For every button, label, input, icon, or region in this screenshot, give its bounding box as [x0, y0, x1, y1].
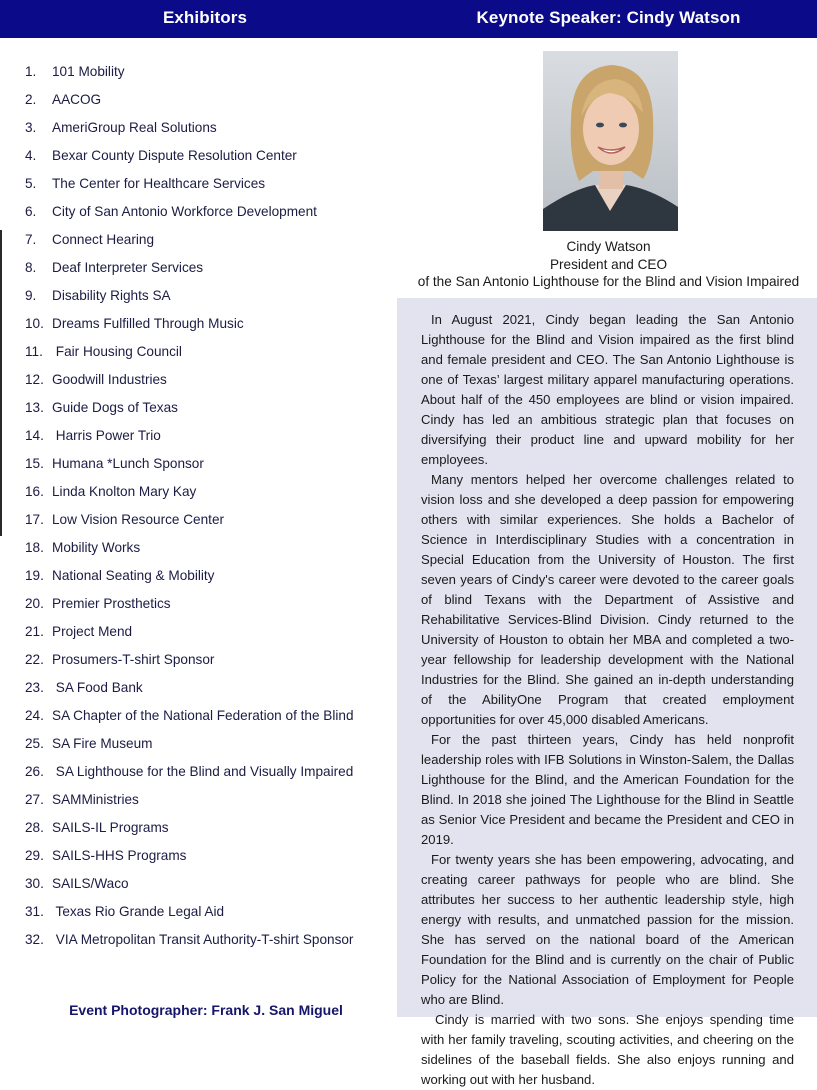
exhibitor-list	[25, 62, 354, 958]
exhibitor-name: Dreams Fulfilled Through Music	[52, 316, 244, 331]
exhibitor-number: 18.	[25, 540, 44, 555]
exhibitor-name: Goodwill Industries	[52, 372, 167, 387]
exhibitor-number: 16.	[25, 484, 44, 499]
exhibitor-name: City of San Antonio Workforce Development	[52, 204, 317, 219]
exhibitor-item	[25, 90, 354, 118]
exhibitor-item	[25, 426, 354, 454]
exhibitor-number: 12.	[25, 372, 44, 387]
exhibitor-name: Harris Power Trio	[52, 428, 161, 443]
bio-paragraph: For twenty years she has been empowering, advocating, and creating career pathways for people who are blind. She attributes her success to her authentic leadership style, high energy with results, and unmatched passion for the mission. She has served on the national board of the American Foundation for the Blind and is currently on the chair of Public Policy for the National Association of Employment for People who are Blind.	[421, 852, 794, 1007]
exhibitor-number: 30.	[25, 876, 44, 891]
exhibitor-number: 31.	[25, 904, 44, 919]
exhibitor-number: 26.	[25, 764, 44, 779]
exhibitor-name: Premier Prosthetics	[52, 596, 171, 611]
exhibitor-item	[25, 678, 354, 706]
exhibitor-item	[25, 566, 354, 594]
exhibitor-name: Deaf Interpreter Services	[52, 260, 204, 275]
exhibitor-item	[25, 622, 354, 650]
speaker-role: President and CEO	[549, 256, 668, 272]
exhibitor-item	[25, 202, 354, 230]
exhibitors-heading: Exhibitors	[162, 8, 248, 27]
exhibitor-number: 13.	[25, 400, 44, 415]
exhibitor-number: 14.	[25, 428, 44, 443]
exhibitor-number: 20.	[25, 596, 44, 611]
exhibitor-item	[25, 146, 354, 174]
exhibitor-name: Prosumers-T-shirt Sponsor	[52, 652, 215, 667]
exhibitor-number: 21.	[25, 624, 44, 639]
exhibitor-name: Guide Dogs of Texas	[52, 400, 178, 415]
exhibitor-name: SAILS-HHS Programs	[52, 848, 187, 863]
exhibitor-item	[25, 314, 354, 342]
exhibitor-number: 10.	[25, 316, 44, 331]
exhibitor-name: Connect Hearing	[52, 232, 155, 247]
exhibitor-name: SA Fire Museum	[52, 736, 153, 751]
exhibitor-name: AmeriGroup Real Solutions	[52, 120, 217, 135]
exhibitor-item	[25, 230, 354, 258]
exhibitor-item	[25, 174, 354, 202]
exhibitor-item	[25, 762, 354, 790]
exhibitor-name: SAMMinistries	[52, 792, 139, 807]
bio-paragraph: In August 2021, Cindy began leading the San Antonio Lighthouse for the Blind and Vision impaired as the first blind and female president and CEO. The San Antonio Lighthouse is one of Texas’ largest military apparel manufacturing operations. About half of the 450 employees are blind or vision impaired. Cindy has led an ambitious strategic plan that focuses on diversifying their product line and upward mobility for her employees.	[421, 312, 794, 467]
exhibitor-item	[25, 118, 354, 146]
exhibitor-number: 29.	[25, 848, 44, 863]
exhibitor-name: 101 Mobility	[52, 64, 125, 79]
exhibitor-number: 25.	[25, 736, 44, 751]
exhibitor-item	[25, 62, 354, 90]
exhibitor-number: 28.	[25, 820, 44, 835]
exhibitor-name: Linda Knolton Mary Kay	[52, 484, 197, 499]
exhibitor-name: National Seating & Mobility	[52, 568, 215, 583]
exhibitor-name: Fair Housing Council	[52, 344, 182, 359]
exhibitor-number: 7.	[25, 232, 37, 247]
speaker-organization: of the San Antonio Lighthouse for the Blind and Vision Impaired	[417, 274, 800, 289]
exhibitor-number: 11.	[25, 344, 43, 359]
exhibitor-item	[25, 594, 354, 622]
exhibitor-item	[25, 482, 354, 510]
exhibitor-number: 22.	[25, 652, 44, 667]
portrait-illustration	[543, 51, 678, 231]
exhibitor-item	[25, 258, 354, 286]
exhibitor-name: Project Mend	[52, 624, 133, 639]
bio-paragraph: For the past thirteen years, Cindy has held nonprofit leadership roles with IFB Solutions in Winston-Salem, the Dallas Lighthouse for the Blind, and the American Foundation for the Blind. In 2018 she joined The Lighthouse for the Blind in Seattle as Senior Vice President and became the President and CEO in 2019.	[421, 732, 794, 847]
exhibitor-item	[25, 342, 354, 370]
exhibitor-number: 32.	[25, 932, 44, 947]
exhibitor-item	[25, 734, 354, 762]
exhibitor-name: Bexar County Dispute Resolution Center	[52, 148, 297, 163]
exhibitor-item	[25, 818, 354, 846]
keynote-heading: Keynote Speaker: Cindy Watson	[476, 8, 741, 27]
exhibitor-item	[25, 874, 354, 902]
exhibitor-item	[25, 790, 354, 818]
speaker-name: Cindy Watson	[566, 239, 651, 254]
exhibitor-number: 9.	[25, 288, 37, 303]
exhibitor-name: Low Vision Resource Center	[52, 512, 225, 527]
exhibitor-name: The Center for Healthcare Services	[52, 176, 266, 191]
exhibitor-item	[25, 510, 354, 538]
exhibitor-item	[25, 846, 354, 874]
exhibitor-number: 3.	[25, 120, 37, 135]
exhibitor-name: SAILS/Waco	[52, 876, 129, 891]
exhibitor-number: 15.	[25, 456, 44, 471]
left-margin-rule	[0, 230, 2, 536]
speaker-biography	[421, 310, 794, 1090]
exhibitor-number: 5.	[25, 176, 37, 191]
exhibitor-item	[25, 538, 354, 566]
exhibitor-item	[25, 370, 354, 398]
exhibitor-item	[25, 706, 354, 734]
exhibitor-name: SA Lighthouse for the Blind and Visually Impaired	[52, 764, 354, 779]
exhibitor-number: 2.	[25, 92, 37, 107]
exhibitor-number: 27.	[25, 792, 44, 807]
speaker-caption	[400, 238, 817, 291]
exhibitor-name: AACOG	[52, 92, 102, 107]
bio-paragraph: Many mentors helped her overcome challenges related to vision loss and she developed a deep passion for empowering others with similar experiences. She holds a Bachelor of Science in Interdisciplinary Studies with a concentration in Special Education from the University of Houston. The first seven years of Cindy's career were devoted to the career goals of blind Texans with the Department of Assistive and Rehabilitative Services-Blind Division. Cindy returned to the University of Houston to obtain her MBA and completed a two-year fellowship for leadership development with the National Industries for the Blind. She gained an in-depth understanding of the AbilityOne Program that created employment opportunities for over 45,000 disabled Americans.	[421, 472, 794, 727]
exhibitor-number: 17.	[25, 512, 44, 527]
exhibitor-name: SAILS-IL Programs	[52, 820, 169, 835]
exhibitor-name: Disability Rights SA	[52, 288, 171, 303]
exhibitor-number: 1.	[25, 64, 37, 79]
bio-paragraph: Cindy is married with two sons. She enjoys spending time with her family traveling, scouting activities, and cheering on the sidelines of the baseball fields. She also enjoys running and working out with her husband.	[421, 1012, 794, 1087]
exhibitor-item	[25, 454, 354, 482]
event-photographer-credit: Event Photographer: Frank J. San Miguel	[69, 1002, 343, 1018]
exhibitor-name: Texas Rio Grande Legal Aid	[52, 904, 225, 919]
exhibitor-number: 19.	[25, 568, 44, 583]
exhibitor-number: 24.	[25, 708, 44, 723]
exhibitor-name: Humana *Lunch Sponsor	[52, 456, 204, 471]
exhibitor-number: 6.	[25, 204, 37, 219]
speaker-portrait	[543, 51, 678, 231]
exhibitor-item	[25, 650, 354, 678]
exhibitor-item	[25, 398, 354, 426]
exhibitor-name: VIA Metropolitan Transit Authority-T-shirt Sponsor	[52, 932, 354, 947]
exhibitor-number: 4.	[25, 148, 37, 163]
exhibitor-number: 8.	[25, 260, 37, 275]
header-bar	[0, 0, 817, 38]
exhibitor-name: SA Chapter of the National Federation of the Blind	[52, 708, 354, 723]
exhibitor-name: Mobility Works	[52, 540, 141, 555]
exhibitor-item	[25, 286, 354, 314]
exhibitor-name: SA Food Bank	[52, 680, 143, 695]
exhibitor-item	[25, 930, 354, 958]
exhibitor-item	[25, 902, 354, 930]
exhibitor-number: 23.	[25, 680, 44, 695]
